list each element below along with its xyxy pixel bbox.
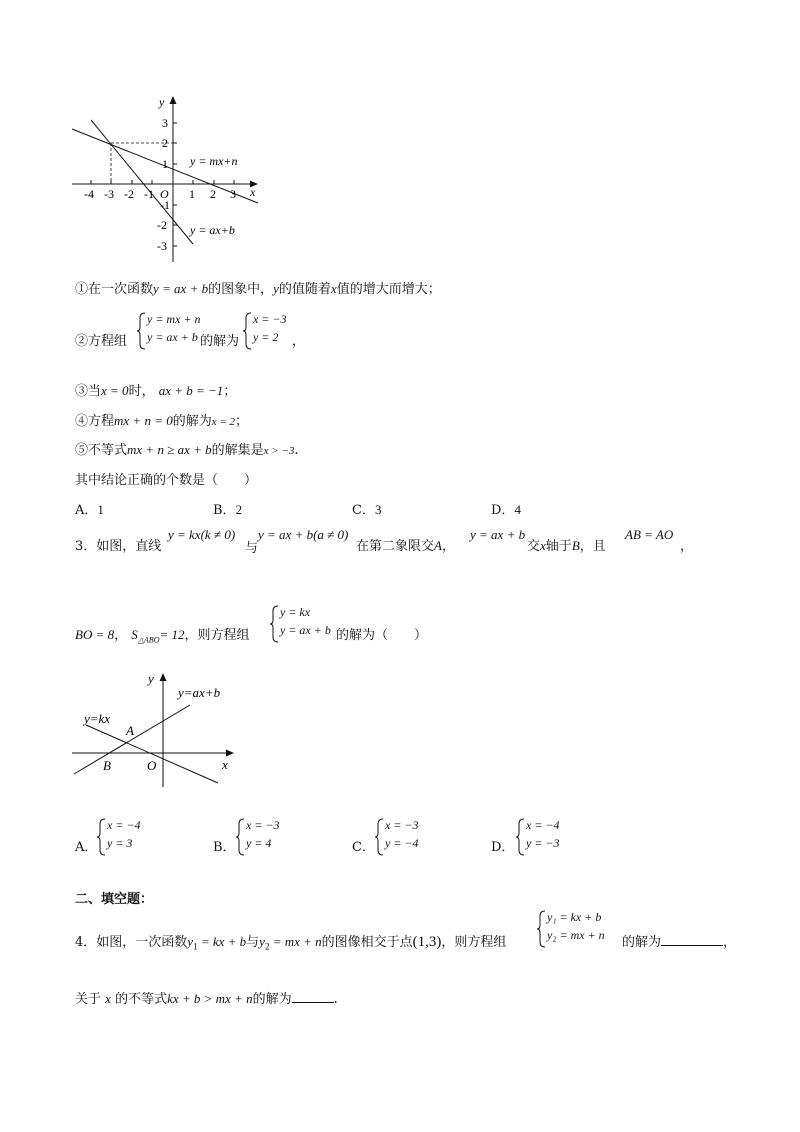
- q2-option-d[interactable]: [491, 499, 521, 518]
- q3-option-b-label[interactable]: B．: [213, 840, 236, 855]
- q3-bo: BO = 8: [75, 627, 115, 642]
- graph-1: [70, 92, 270, 262]
- q3-x: x: [540, 538, 546, 553]
- s2-sys-line2: y = ax + b: [147, 330, 198, 344]
- graph2-line-kx: [86, 725, 218, 783]
- q3-area-sub: △ABO: [137, 635, 160, 645]
- q3-option-b[interactable]: [236, 818, 296, 856]
- statement-5: [75, 439, 299, 458]
- q3d-line1: x = −4: [526, 818, 560, 832]
- graph1-origin: O: [160, 187, 169, 201]
- q4-sys-line2: y₂ = mx + n: [547, 928, 605, 942]
- s2-sys-line1: y = mx + n: [147, 312, 201, 326]
- graph2-axis-x-label: x: [222, 757, 228, 772]
- q3-eq3: y = ax + b: [470, 527, 526, 542]
- q4-text: 与: [246, 935, 260, 950]
- s3-text: ③当: [75, 384, 102, 399]
- graph1-ytick: 1: [162, 157, 168, 171]
- q3a-line1: x = −4: [107, 818, 141, 832]
- q3b-line2: y = 4: [246, 836, 272, 850]
- s4-eq: mx + n = 0: [114, 413, 173, 428]
- q3-option-c[interactable]: [375, 818, 435, 856]
- graph1-xtick: 2: [210, 187, 216, 201]
- graph1-axis-y-label: y: [159, 95, 165, 109]
- graph1-ytick: -3: [157, 239, 167, 253]
- q2-option-a[interactable]: [75, 499, 104, 518]
- q4-eq2: = mx + n: [269, 934, 322, 949]
- q3c-line2: y = −4: [385, 836, 419, 850]
- statement-4: [75, 410, 248, 429]
- s5-sol: x > −3: [263, 445, 295, 457]
- q4-text: ，: [723, 935, 737, 950]
- q4-text: .: [333, 992, 338, 1007]
- graph1-y-arrow: [170, 96, 177, 104]
- statement-1: [75, 278, 441, 297]
- q2-option-c[interactable]: [352, 499, 381, 518]
- s4-text: ④方程: [75, 414, 115, 429]
- statement-3: [75, 380, 236, 399]
- q4-text: 的解为: [252, 992, 292, 1007]
- q3-text: ，: [680, 539, 694, 554]
- s3-eq: ax + b = −1: [158, 383, 224, 398]
- q4-y1: y: [187, 934, 194, 949]
- q4-blank-1[interactable]: [661, 933, 723, 946]
- s2-text: ，: [292, 334, 306, 349]
- q3-text: 3．如图，直线: [75, 539, 162, 554]
- q3-line1-rest: [356, 535, 455, 554]
- q3-text: 在第二象限交: [356, 539, 435, 554]
- q3-area: S: [131, 627, 138, 642]
- option-label: A．: [75, 503, 98, 518]
- graph2-line1-label: y=ax+b: [178, 685, 221, 700]
- s3-cond: x = 0: [101, 383, 129, 398]
- q3-text: 交: [527, 539, 541, 554]
- s3-text: ；: [223, 384, 237, 399]
- q3-cond: AB = AO: [625, 527, 674, 542]
- q3-text: ，: [441, 539, 455, 554]
- q4-text: 关于: [75, 992, 102, 1007]
- q3-eq1: y = kx(k ≠ 0): [168, 527, 236, 542]
- graph1-xtick: -1: [144, 187, 154, 201]
- q4-text: 的解为: [622, 935, 662, 950]
- option-label: C．: [352, 503, 375, 518]
- q3-sys-line1: y = kx: [280, 605, 311, 619]
- q3-text: ，且: [579, 539, 606, 554]
- q4-text: 的不等式: [115, 992, 168, 1007]
- graph2-line2-label: y=kx: [84, 711, 111, 726]
- q3-text: ，: [114, 628, 128, 643]
- q3-text: 轴于: [545, 539, 572, 554]
- s1-x: x: [330, 281, 337, 296]
- s4-sol: x = 2: [211, 416, 236, 428]
- q4-ineq: kx + b > mx + n: [167, 991, 253, 1006]
- graph1-line1-label: y = mx+n: [190, 154, 238, 168]
- graph1-xtick: 3: [230, 187, 236, 201]
- option-value: 2: [235, 502, 243, 517]
- option-label: D．: [491, 503, 515, 518]
- q3-option-a[interactable]: [97, 818, 157, 856]
- q4-blank-2[interactable]: [292, 990, 334, 1003]
- q4-sys-line1: y₁ = kx + b: [547, 910, 602, 924]
- s5-ineq: mx + n ≥ ax + b: [127, 442, 212, 457]
- s5-text: 的解集是: [211, 443, 264, 458]
- graph-2: [70, 667, 250, 787]
- graph1-xtick: -2: [124, 187, 134, 201]
- q4-answer-1: [622, 931, 736, 950]
- q4-text: 4．如图，一次函数: [75, 935, 188, 950]
- s3-text: 时，: [128, 384, 155, 399]
- s1-text: ①在一次函数: [75, 282, 154, 297]
- s4-text: 的解为: [172, 414, 212, 429]
- s1-eq: y = ax + b: [153, 281, 209, 296]
- q3-point-b: B: [571, 538, 580, 553]
- q3b-line1: x = −3: [246, 818, 280, 832]
- q4-text: ，则方程组: [441, 935, 507, 950]
- s1-text: 的值随着: [278, 282, 331, 297]
- q3-line2: [75, 624, 250, 645]
- s1-text: 的图象中，: [208, 282, 274, 297]
- q3-option-d-label[interactable]: D．: [491, 840, 515, 855]
- graph1-xtick: -4: [84, 187, 94, 201]
- s2-text: 的解为: [200, 334, 240, 349]
- option-value: 1: [97, 502, 104, 517]
- q3a-line2: y = 3: [107, 836, 133, 850]
- graph1-xtick: -3: [104, 187, 114, 201]
- q3c-line1: x = −3: [385, 818, 419, 832]
- q3-option-c-label[interactable]: C．: [352, 840, 375, 855]
- s5-text: ⑤不等式: [75, 443, 128, 458]
- q2-prompt: 其中结论正确的个数是（ ）: [75, 473, 258, 488]
- q4-line2: [75, 988, 338, 1007]
- q3-area-val: = 12: [159, 627, 185, 642]
- q4-y2-sub: 2: [264, 941, 270, 952]
- graph1-axis-x-label: x: [250, 185, 256, 199]
- graph2-y-arrow: [160, 673, 167, 681]
- q3-text: 与: [245, 541, 259, 556]
- q3d-line2: y = −3: [526, 836, 560, 850]
- q4-text: 的图像相交于点: [321, 935, 413, 950]
- q4-line1: [75, 931, 506, 952]
- section-title: 二、填空题：: [75, 892, 154, 907]
- q3-option-a-label[interactable]: A．: [75, 840, 98, 855]
- s1-text: 值的增大而增大；: [336, 282, 441, 297]
- s1-y: y: [273, 281, 279, 296]
- q4-y2: y: [259, 934, 265, 949]
- q3-eq2: y = ax + b(a ≠ 0): [258, 527, 349, 542]
- graph2-point-a: A: [126, 723, 134, 738]
- q3-text: ，则方程组: [184, 628, 250, 643]
- graph1-line2-label: y = ax+b: [190, 223, 235, 237]
- graph1-ytick: 3: [162, 116, 168, 130]
- s2-sol-line2: y = 2: [253, 330, 279, 344]
- graph2-axis-y-label: y: [148, 671, 154, 686]
- q4-system: [537, 910, 617, 948]
- statement-2-label: ②方程组: [75, 334, 128, 349]
- q3-option-d[interactable]: [516, 818, 576, 856]
- graph1-ytick: 2: [162, 136, 168, 150]
- q3-point-a: A: [434, 538, 442, 553]
- q4-y1-sub: 1: [193, 941, 198, 952]
- graph2-point-b: B: [103, 758, 111, 773]
- s4-text: ；: [235, 414, 249, 429]
- s2-sol-line1: x = −3: [253, 312, 287, 326]
- graph2-x-arrow: [226, 750, 234, 757]
- q3-sys-line2: y = ax + b: [280, 623, 331, 637]
- q3-line1-tail: [527, 535, 606, 554]
- q3-text: 的解为（ ）: [336, 628, 428, 643]
- q4-eq1: = kx + b: [197, 934, 247, 949]
- option-value: 3: [374, 502, 382, 517]
- q2-option-b[interactable]: [213, 499, 242, 518]
- s5-text: .: [294, 443, 299, 458]
- graph1-line-axb: [91, 120, 193, 244]
- graph2-origin: O: [147, 758, 157, 773]
- graph1-ytick: -2: [157, 218, 167, 232]
- option-label: B．: [213, 503, 236, 518]
- graph1-xtick: 1: [189, 187, 195, 201]
- q4-x: x: [105, 991, 111, 1006]
- q4-point: (1,3): [412, 934, 442, 950]
- graph1-ytick: -1: [160, 198, 170, 212]
- option-value: 4: [514, 502, 521, 517]
